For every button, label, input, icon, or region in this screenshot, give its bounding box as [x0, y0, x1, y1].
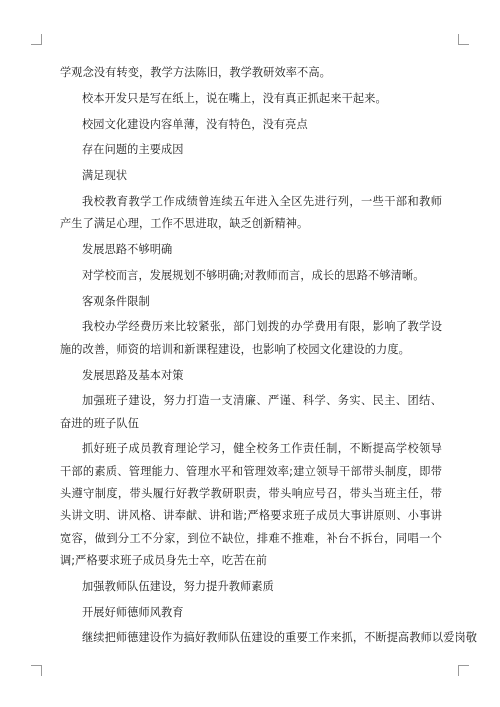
section-heading: 满足现状 — [82, 169, 128, 183]
section-heading: 开展好师德师风教育 — [82, 605, 184, 619]
paragraph: 继续把师德建设作为搞好教师队伍建设的重要工作来抓，不断提高教师以爱岗敬 — [82, 631, 478, 645]
crop-mark-bottom-right — [458, 665, 469, 676]
paragraph: 学观念没有转变，教学方法陈旧，教学教研效率不高。 — [60, 66, 331, 79]
paragraph: 加强班子建设，努力打造一支清廉、严谨、科学、务实、民主、团结、奋进的班子队伍 — [60, 394, 442, 430]
crop-mark-bottom-left — [31, 665, 42, 676]
paragraph: 我校办学经费历来比较紧张，部门划拨的办学费用有限，影响了教学设施的改善，师资的培训和新课程建设，也影响了校园文化建设的力度。 — [60, 320, 442, 356]
paragraph: 校本开发只是写在纸上，说在嘴上，没有真正抓起来干起来。 — [82, 91, 387, 105]
document-body — [60, 62, 478, 650]
paragraph: 对学校而言，发展规划不够明确;对教师而言，成长的思路不够清晰。 — [82, 268, 425, 282]
section-heading: 存在问题的主要成因 — [82, 143, 184, 157]
section-heading: 加强教师队伍建设，努力提升教师素质 — [82, 579, 274, 593]
paragraph: 我校教育教学工作成绩曾连续五年进入全区先进行列，一些干部和教师产生了满足心理，工作不思进取，缺乏创新精神。 — [60, 194, 442, 231]
crop-mark-top-right — [458, 34, 469, 45]
crop-mark-top-left — [31, 34, 42, 45]
paragraph: 校园文化建设内容单薄，没有特色，没有亮点 — [82, 117, 308, 131]
section-heading: 发展思路不够明确 — [82, 243, 173, 257]
section-heading: 客观条件限制 — [82, 294, 150, 308]
paragraph: 抓好班子成员教育理论学习，健全校务工作责任制，不断提高学校领导干部的素质、管理能力、管理水平和管理效率;建立领导干部带头制度，即带头遵守制度，带头履行好教学教研职责，带头响应号召，带头当班主任，带头讲文明、讲风格、讲奉献、讲和谐;严格要求班子成员大事讲原则、小事讲宽容，做到分工不分家，到位不缺位，排难不推难，补台不拆台，同唱一个调;严格要求班子成员身先士卒，吃苦在前 — [60, 442, 442, 567]
section-heading: 发展思路及基本对策 — [82, 368, 184, 382]
